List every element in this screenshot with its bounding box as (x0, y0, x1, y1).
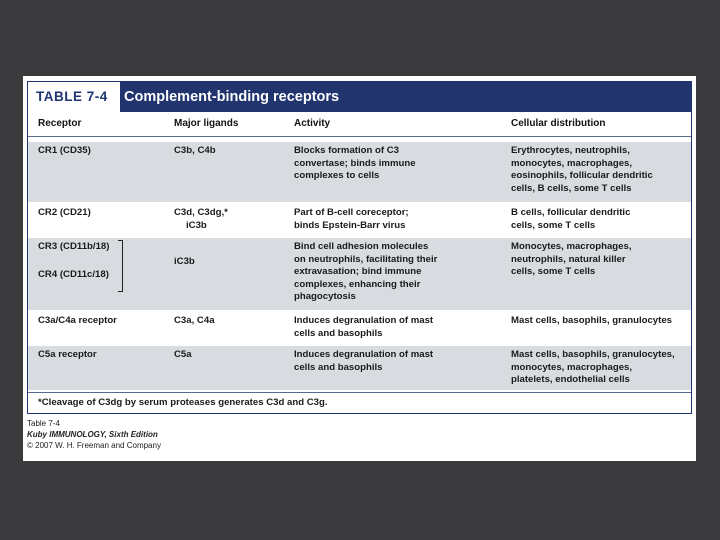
credit-copyright: © 2007 W. H. Freeman and Company (27, 441, 161, 450)
table-frame (27, 81, 692, 414)
table-tag: TABLE 7-4 (28, 82, 120, 112)
col-header-ligands: Major ligands (174, 118, 239, 129)
col-header-distribution: Cellular distribution (511, 118, 606, 129)
ligands-cell: C3b, C4b (174, 145, 216, 156)
receptor-cell: CR1 (CD35) (38, 145, 91, 156)
activity-cell: Induces degranulation of mast cells and basophils (294, 315, 434, 339)
table-header-bar (28, 82, 691, 112)
activity-cell: Induces degranulation of mast cells and basophils (294, 349, 434, 373)
header-divider (28, 136, 691, 137)
table-row (28, 346, 691, 390)
table-title: Complement-binding receptors (124, 89, 340, 105)
activity-cell: Blocks formation of C3 convertase; binds immune complexes to cells (294, 145, 416, 182)
ligands-cell: iC3b (174, 256, 195, 267)
table-row (28, 238, 691, 310)
distribution-cell: Monocytes, macrophages, neutrophils, natural killer cells, some T cells (511, 241, 632, 278)
receptor-cell: C5a receptor (38, 349, 97, 360)
slide (23, 76, 696, 461)
table-row (28, 142, 691, 202)
receptor-cell: C3a/C4a receptor (38, 315, 117, 326)
ligands-cell: C3d, C3dg,* iC3b (174, 207, 228, 231)
credit-table: Table 7-4 (27, 419, 60, 428)
footnote-divider (28, 392, 691, 393)
receptor-bracket (118, 240, 123, 292)
table-row (28, 312, 691, 344)
table-row (28, 204, 691, 236)
distribution-cell: Mast cells, basophils, granulocytes, monocytes, macrophages, platelets, endothelial cells (511, 349, 675, 386)
distribution-cell: Erythrocytes, neutrophils, monocytes, macrophages, eosinophils, follicular dendritic cells, B cells, some T cells (511, 145, 653, 194)
credit-book: Kuby IMMUNOLOGY, Sixth Edition (27, 430, 158, 439)
distribution-cell: B cells, follicular dendritic cells, some T cells (511, 207, 631, 231)
receptor-cell-cr3: CR3 (CD11b/18) (38, 241, 110, 252)
ligands-cell: C3a, C4a (174, 315, 215, 326)
col-header-receptor: Receptor (38, 118, 82, 129)
col-header-activity: Activity (294, 118, 331, 129)
distribution-cell: Mast cells, basophils, granulocytes (511, 315, 673, 326)
receptor-cell: CR2 (CD21) (38, 207, 91, 218)
receptor-cell-cr4: CR4 (CD11c/18) (38, 269, 109, 280)
ligands-cell: C5a (174, 349, 192, 360)
footnote: *Cleavage of C3dg by serum proteases generates C3d and C3g. (38, 397, 328, 408)
activity-cell: Bind cell adhesion molecules on neutrophils, facilitating their extravasation; bind immune complexes, enhancing their phagocytosis (294, 241, 438, 303)
activity-cell: Part of B-cell coreceptor; binds Epstein-Barr virus (294, 207, 409, 231)
